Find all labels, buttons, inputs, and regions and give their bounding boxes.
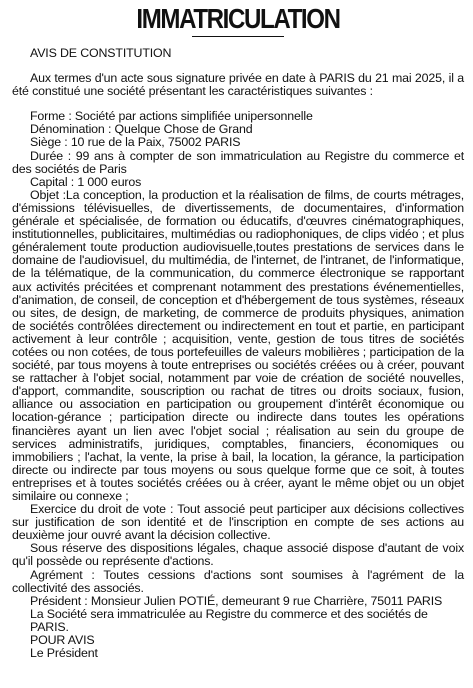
immatriculation-line: La Société sera immatriculée au Registre du commerce et des sociétés de PARIS. [30, 606, 428, 634]
pour-avis-line: POUR AVIS [30, 633, 95, 648]
vote-paragraph: Exercice du droit de vote : Tout associé peut participer aux décisions collectives sur justification de son identité et de l'inscription en compte de ses actions au deuxième jour ouvré avant la décision collective. [12, 502, 464, 543]
duree-paragraph: Durée : 99 ans à compter de son immatriculation au Registre du commerce et des sociétés de Paris [12, 148, 464, 176]
forme-line: Forme : Société par actions simplifiée unipersonnelle [30, 109, 313, 124]
legal-notice [12, 4, 464, 660]
notice-title: IMMATRICULATION [136, 3, 340, 34]
signatory-line: Le Président [30, 646, 98, 661]
objet-paragraph: Objet :La conception, la production et la réalisation de films, de courts métrages, d'émissions télévisuelles, de divertissements, de documentaires, d'information générale et spécialisée, de formation ou éducatifs, d'œuvres cinématographiques, institutionnelles, publicitaires, multimédias ou radiophoniques, de clips vidéo ; et plus généralement toute production audiovisuelle,toutes prestations de services dans le domaine de l'audiovisuel, du multimédia, de l'internet, de l'intranet, de l'informatique, de la télématique, de la communication, du commerce électronique se rapportant aux activités précitées et comprenant notamment des prestations événementielles, d'animation, de conseil, de conception et d'hébergement de tous systèmes, réseaux ou sites, de design, de marketing, de commerce de produits physiques, animation de sociétés contrôlées directement ou indirectement en tout et partie, en participant activement à leur contrôle ; acquisition, vente, gestion de tous titres de sociétés cotées ou non cotées, de tous portefeuilles de valeurs mobilières ; participation de la société, par tous moyens à toute entreprises ou sociétés créées ou à créer, pouvant se rattacher à l'objet social, notamment par voie de création de société nouvelles, d'apport, commandite, souscription ou rachat de titres ou droits sociaux, fusion, alliance ou association en participation ou groupement d'intérêt économique ou location-gérance ; participation directe ou indirecte dans toutes les opérations financières ayant un lien avec l'objet social ; réalisation au sein du groupe de services administratifs, juridiques, comptables, financiers, économiques ou immobiliers ; l'achat, la vente, la prise à bail, la location, la gérance, la participation directe ou indirecte par tous moyens ou sous quelque forme que ce soit, à toutes entreprises et à toutes sociétés créées ou à créer, ayant le même objet ou un objet similaire ou connexe ; [12, 187, 464, 503]
capital-line: Capital : 1 000 euros [30, 174, 142, 189]
siege-line: Siège : 10 rue de la Paix, 75002 PARIS [30, 135, 241, 150]
intro-paragraph: Aux termes d'un acte sous signature privée en date à PARIS du 21 mai 2025, il a été constitué une société présentant les caractéristiques suivantes : [12, 71, 464, 99]
president-line: Président : Monsieur Julien POTIÉ, demeurant 9 rue Charrière, 75011 PARIS [30, 593, 443, 608]
notice-body [12, 47, 464, 660]
title-underline [192, 36, 284, 37]
agrement-paragraph: Agrément : Toutes cessions d'actions sont soumises à l'agrément de la collectivité des associés. [12, 567, 464, 595]
denomination-line: Dénomination : Quelque Chose de Grand [30, 122, 253, 137]
reserve-paragraph: Sous réserve des dispositions légales, chaque associé dispose d'autant de voix qu'il possède ou représente d'actions. [12, 541, 464, 569]
notice-heading: AVIS DE CONSTITUTION [30, 46, 172, 60]
